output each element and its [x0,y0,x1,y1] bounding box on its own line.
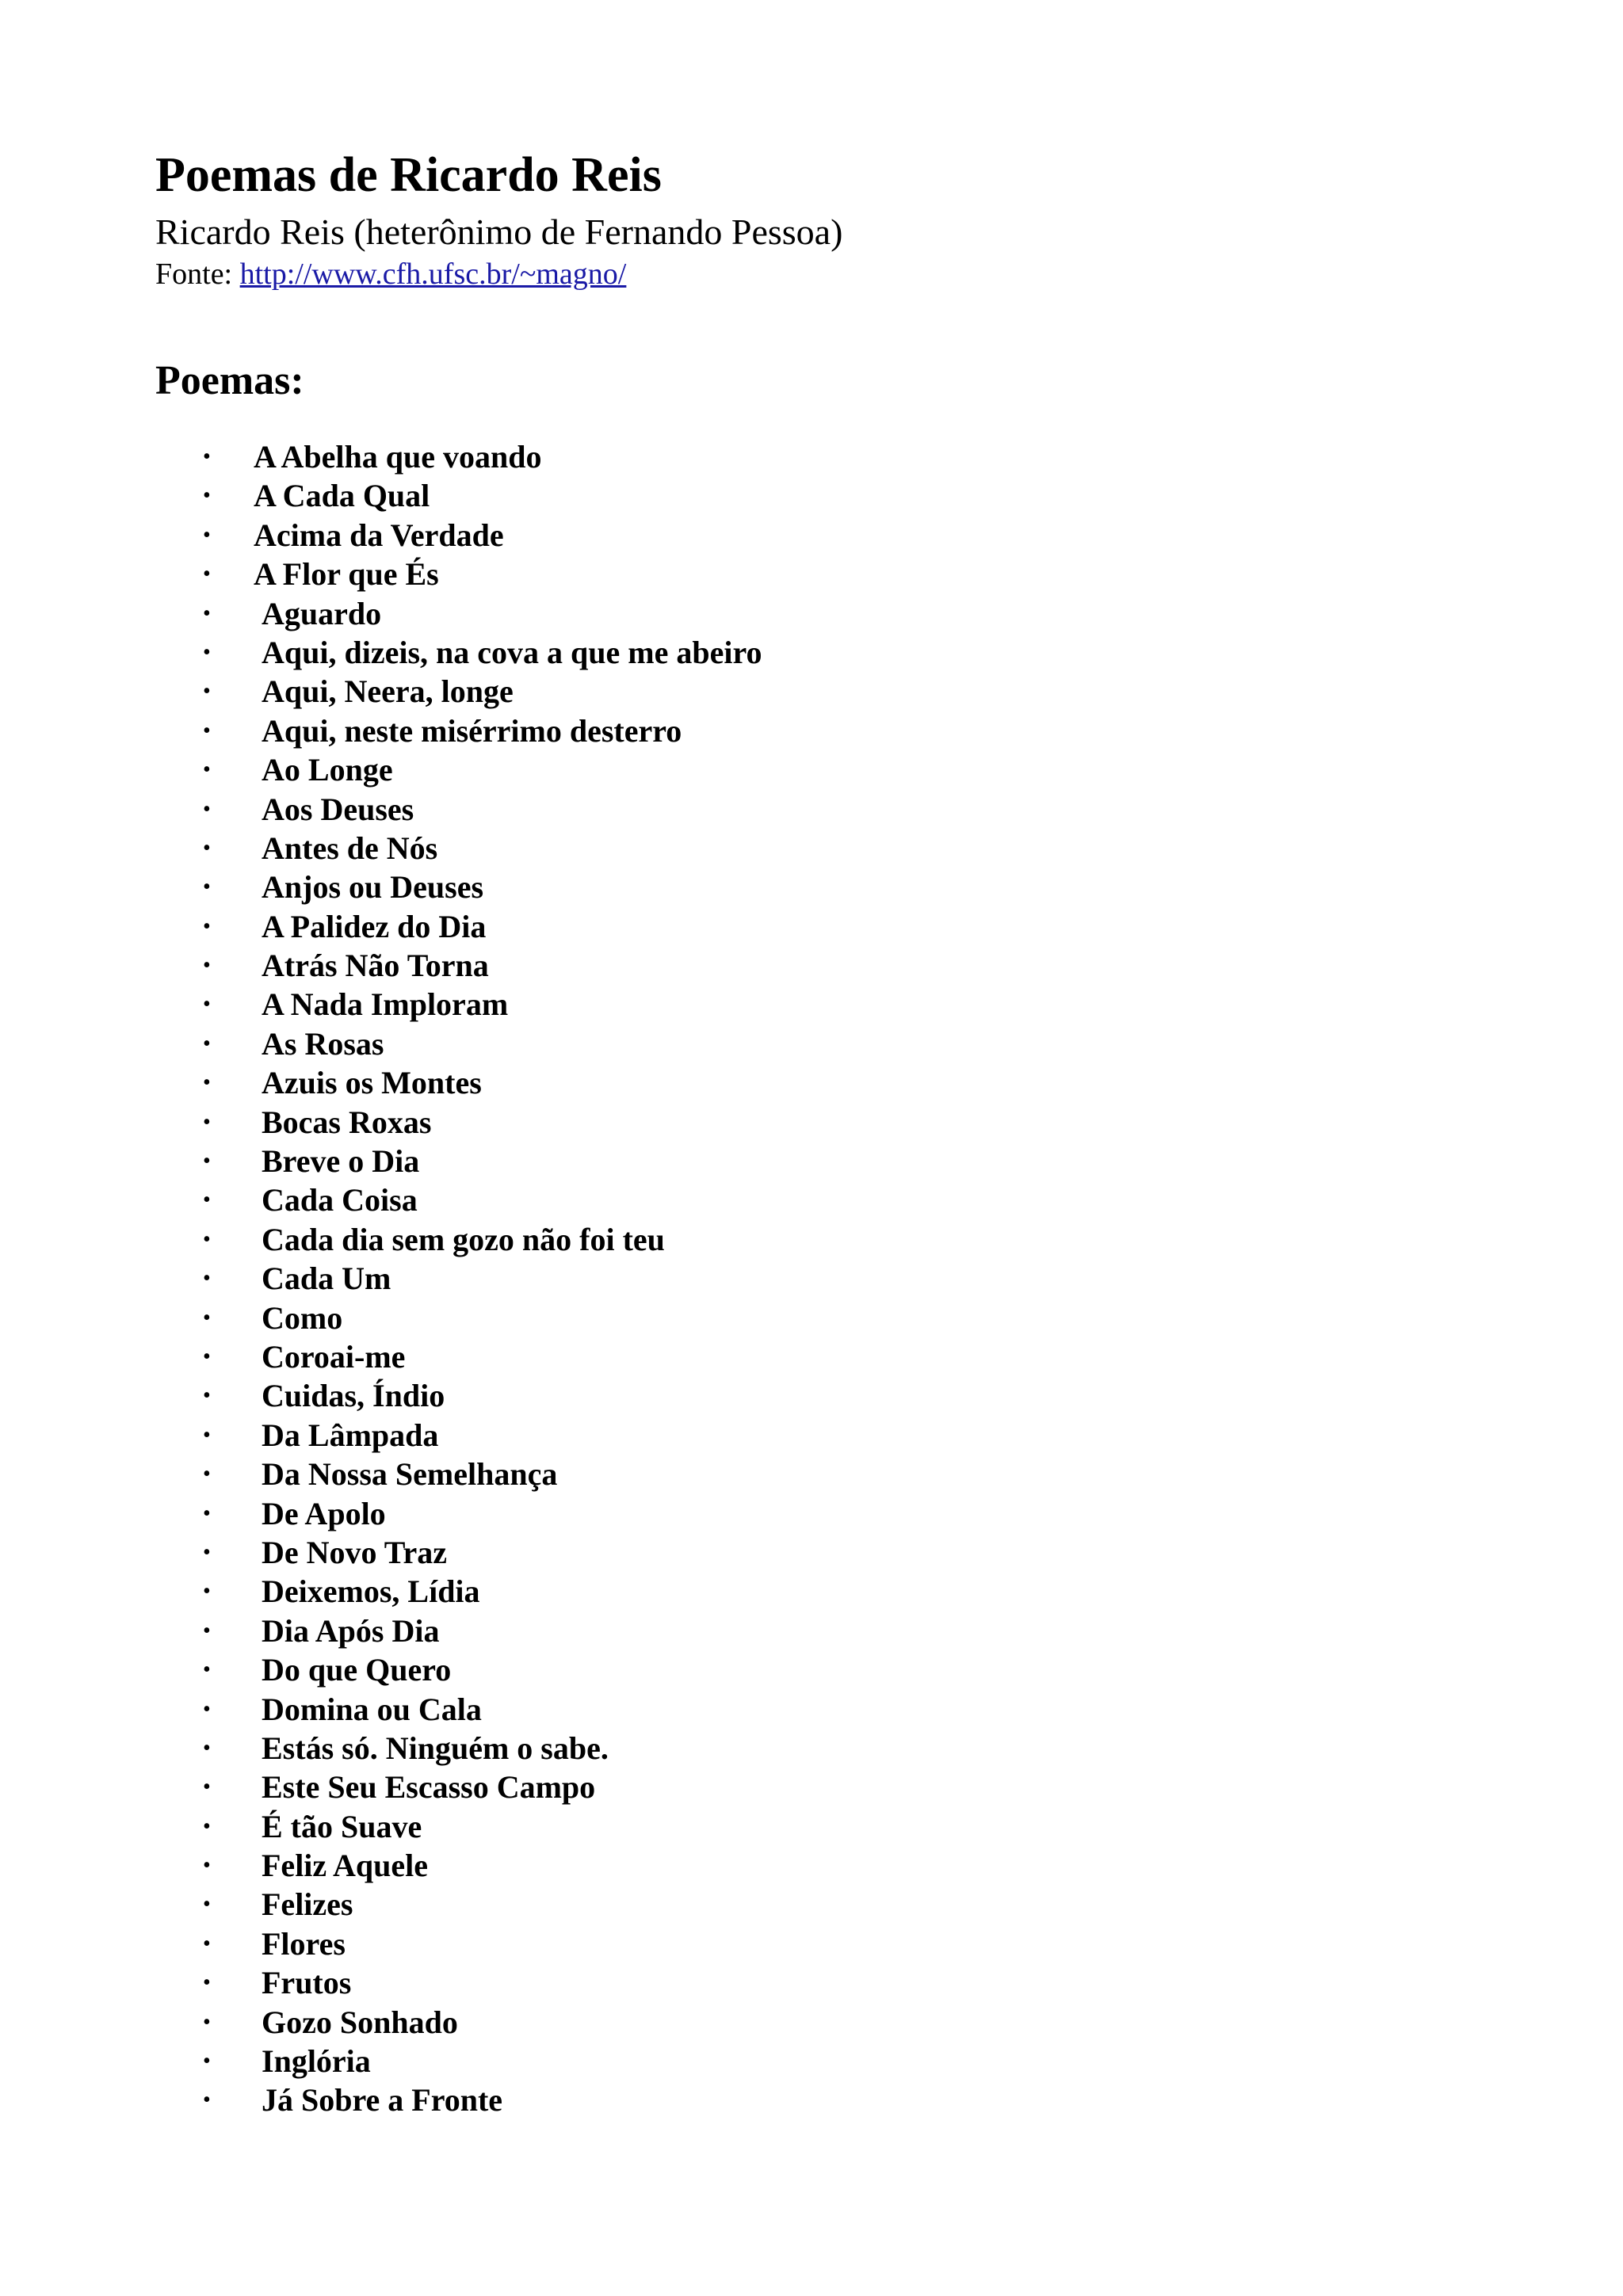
bullet-icon: • [203,2088,211,2113]
bullet-icon: • [203,796,211,822]
poem-title: Da Nossa Semelhança [262,1456,558,1493]
poem-title: A Flor que És [254,556,439,593]
bullet-icon: • [203,1853,211,1878]
poem-title: Inglória [262,2043,371,2080]
bullet-icon: • [203,1579,211,1604]
poem-title: Acima da Verdade [254,517,504,553]
source-link[interactable]: http://www.cfh.ufsc.br/~magno/ [239,257,627,291]
bullet-icon: • [203,875,211,900]
poem-title: Aos Deuses [262,791,414,827]
bullet-icon: • [203,1226,211,1252]
poem-title: Feliz Aquele [262,1848,428,1884]
poem-title: A Cada Qual [254,478,430,514]
bullet-icon: • [203,1462,211,1487]
bullet-icon: • [203,1931,211,1956]
bullet-icon: • [203,953,211,978]
bullet-icon: • [203,522,211,547]
bullet-icon: • [203,1892,211,1917]
poem-title: De Novo Traz [262,1534,448,1570]
poem-title: Gozo Sonhado [262,2004,458,2040]
bullet-icon: • [203,1149,211,1174]
poem-title: Dia Após Dia [262,1612,440,1649]
poem-title: Cada Coisa [262,1182,418,1219]
bullet-icon: • [203,1344,211,1369]
bullet-icon: • [203,444,211,469]
poem-title: Cada dia sem gozo não foi teu [262,1221,665,1257]
bullet-icon: • [203,1814,211,1839]
source-label: Fonte: [155,257,240,291]
poem-title: Este Seu Escasso Campo [262,1769,596,1806]
poem-title: Azuis os Montes [262,1065,482,1101]
poem-title: Estás só. Ninguém o sabe. [262,1730,609,1766]
poem-title: Domina ou Cala [262,1691,482,1727]
poem-title: Cada Um [262,1261,391,1297]
poem-title: Bocas Roxas [262,1104,432,1140]
poem-title: Atrás Não Torna [262,948,489,984]
bullet-icon: • [203,1539,211,1565]
poem-title: Como [262,1299,343,1336]
poem-title: Breve o Dia [262,1143,420,1180]
bullet-icon: • [203,992,211,1017]
poem-title: Já Sobre a Fronte [262,2082,503,2119]
poem-title: A Abelha que voando [254,439,542,475]
poem-title: Antes de Nós [262,830,438,866]
document-subtitle: Ricardo Reis (heterônimo de Fernando Pessoa) [155,212,843,252]
bullet-icon: • [203,1970,211,1996]
poem-title: A Nada Imploram [262,986,509,1023]
poem-title: É tão Suave [262,1808,422,1844]
poem-title: De Apolo [262,1495,386,1531]
poem-title: Aguardo [262,595,382,631]
poem-title: Felizes [262,1886,353,1923]
bullet-icon: • [203,1422,211,1447]
poem-title: Cuidas, Índio [262,1378,445,1414]
bullet-icon: • [203,718,211,743]
bullet-icon: • [203,1618,211,1643]
poem-title: As Rosas [262,1025,384,1062]
bullet-icon: • [203,1109,211,1135]
poem-title: Anjos ou Deuses [262,869,484,906]
bullet-icon: • [203,1775,211,1800]
poem-title: Ao Longe [262,752,393,788]
poem-title: Deixemos, Lídia [262,1573,480,1610]
bullet-icon: • [203,483,211,509]
poem-title: Da Lâmpada [262,1417,439,1453]
bullet-icon: • [203,835,211,860]
bullet-icon: • [203,601,211,626]
poem-title: Coroai-me [262,1338,406,1375]
poem-title: Aqui, Neera, longe [262,673,514,710]
section-heading-poems: Poemas: [155,358,304,403]
bullet-icon: • [203,1657,211,1683]
bullet-icon: • [203,2049,211,2074]
bullet-icon: • [203,913,211,939]
poem-title: Do que Quero [262,1652,452,1688]
bullet-icon: • [203,1188,211,1213]
bullet-icon: • [203,1735,211,1760]
poem-title: Flores [262,1925,346,1962]
bullet-icon: • [203,562,211,587]
bullet-icon: • [203,1696,211,1722]
poem-title: Aqui, neste misérrimo desterro [262,712,682,749]
poem-title: Frutos [262,1965,352,2001]
bullet-icon: • [203,1383,211,1409]
bullet-icon: • [203,639,211,665]
bullet-icon: • [203,1266,211,1291]
poem-title: Aqui, dizeis, na cova a que me abeiro [262,634,762,670]
bullet-icon: • [203,2009,211,2035]
bullet-icon: • [203,1305,211,1330]
source-line [155,259,626,289]
bullet-icon: • [203,1070,211,1096]
bullet-icon: • [203,679,211,704]
bullet-icon: • [203,1031,211,1056]
document-title: Poemas de Ricardo Reis [155,148,662,202]
bullet-icon: • [203,1501,211,1526]
poem-title: A Palidez do Dia [262,908,487,944]
bullet-icon: • [203,757,211,783]
